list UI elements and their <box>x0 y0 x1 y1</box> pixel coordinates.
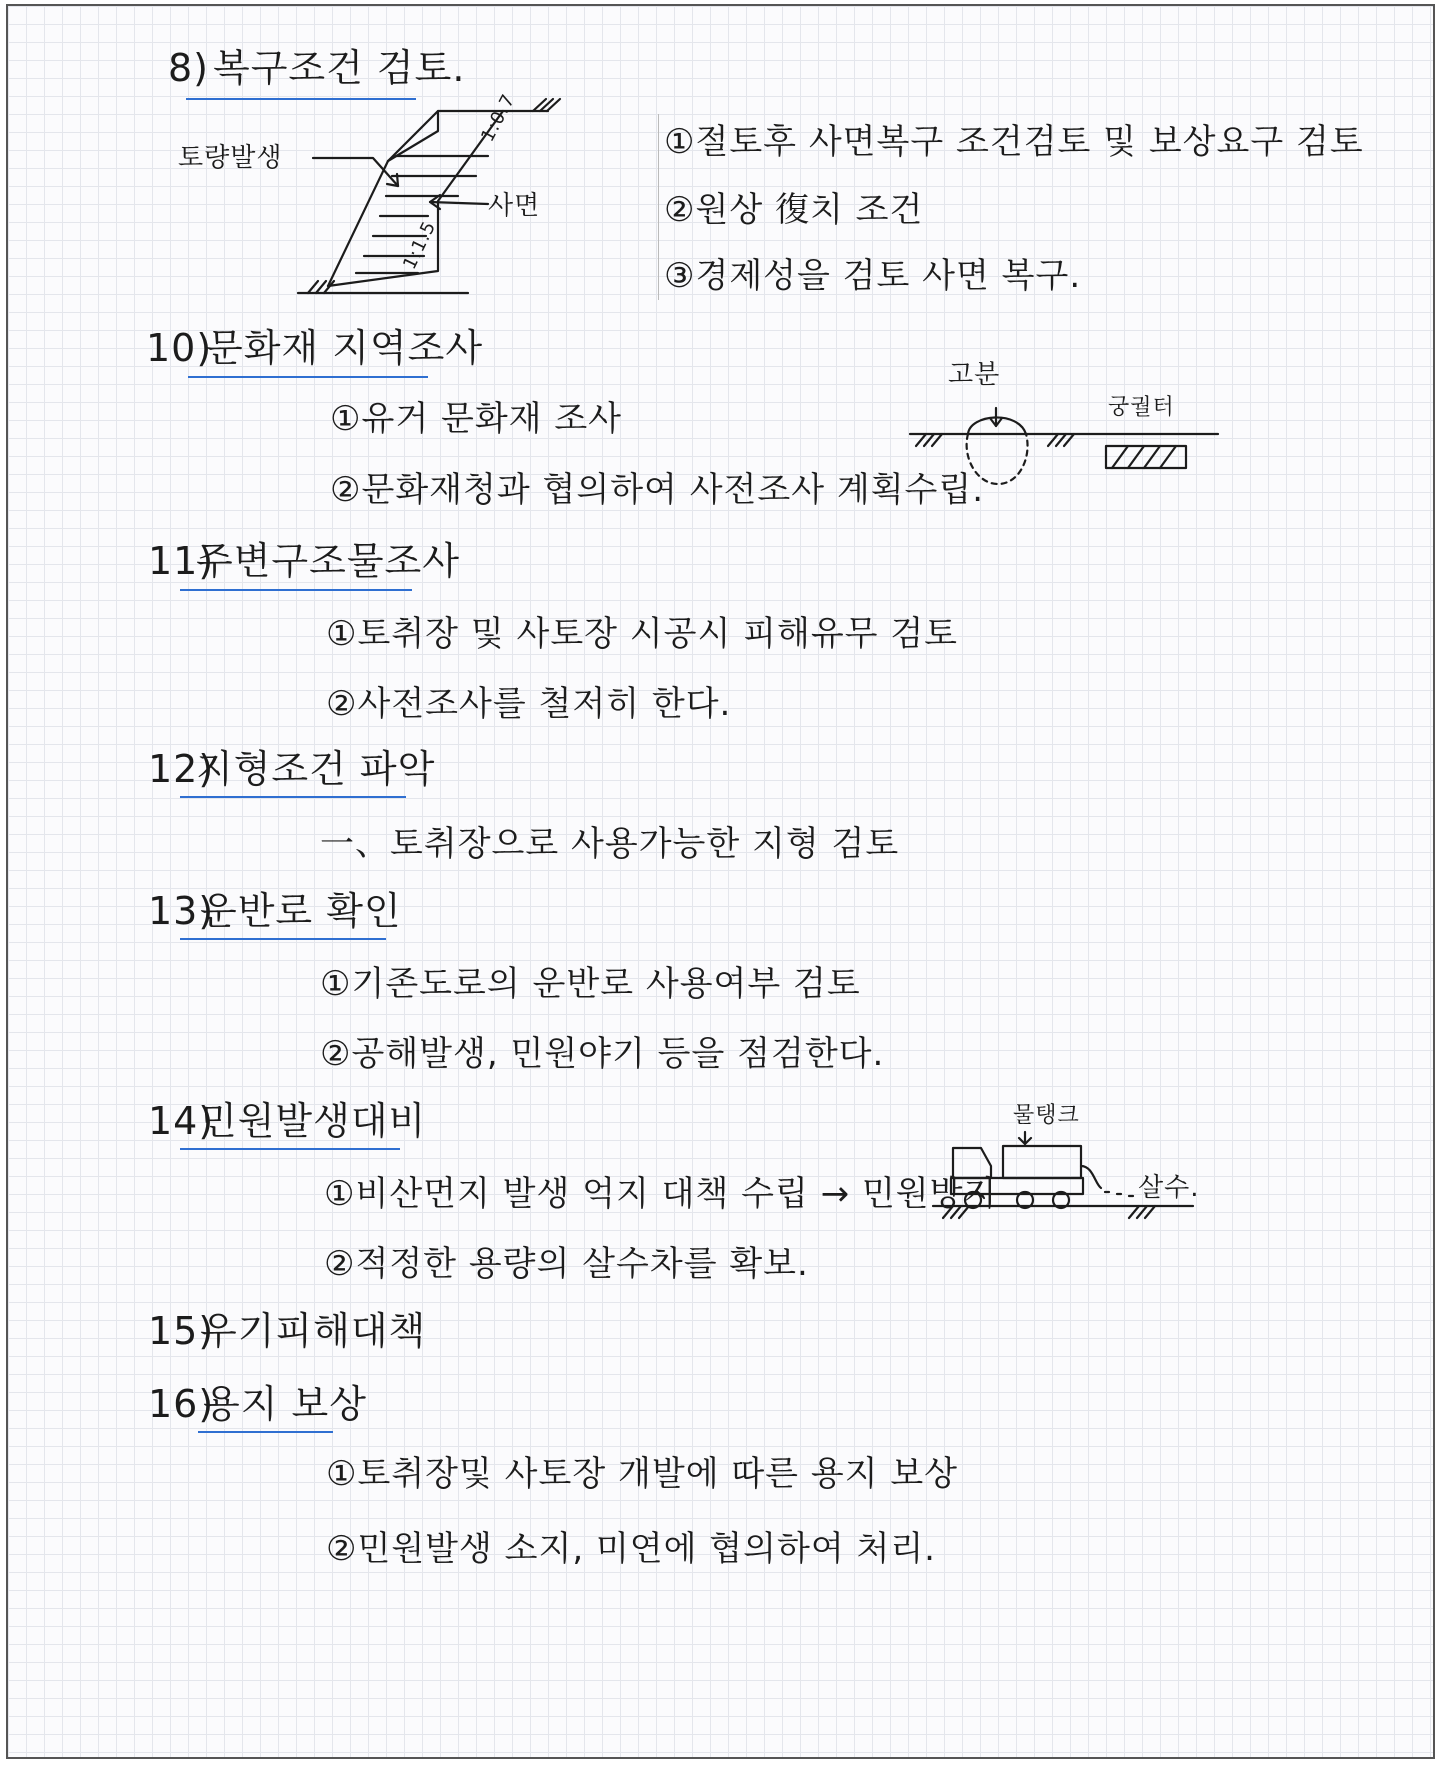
ratio-lower: 1:1.5 <box>399 217 441 273</box>
label-slope: 사면 <box>488 191 541 221</box>
truck-diagram <box>933 1126 1203 1236</box>
label-tank: 물탱크 <box>1013 1103 1080 1128</box>
title-underline <box>180 796 406 798</box>
item-text: ③경제성을 검토 사면 복구. <box>664 256 1082 296</box>
label-wall: 궁궐터 <box>1108 395 1175 420</box>
item-text: ①유거 문화재 조사 <box>330 399 623 439</box>
item-text: ②원상 復치 조건 <box>664 190 924 230</box>
heritage-diagram <box>908 386 1228 496</box>
item-text: ②민원발생 소지, 미연에 협의하여 처리. <box>326 1529 936 1569</box>
item-text: ②사전조사를 철저히 한다. <box>326 684 732 724</box>
item-text: ②공해발생, 민원야기 등을 점검한다. <box>320 1034 885 1074</box>
section-number: 8) <box>168 46 210 90</box>
item-text: ②문화재청과 협의하여 사전조사 계획수립. <box>330 470 985 510</box>
title-underline <box>188 376 428 378</box>
section-number: 12) <box>148 747 215 791</box>
section-title: 주변구조물조사 <box>196 539 460 583</box>
title-underline <box>180 589 412 591</box>
item-text: ①기존도로의 운반로 사용여부 검토 <box>320 964 861 1004</box>
label-soil: 토량발생 <box>178 143 283 173</box>
label-soil-arrow <box>313 154 403 194</box>
item-text: ①토취장 및 사토장 시공시 피해유무 검토 <box>326 614 959 654</box>
label-slope-arrow <box>426 192 491 212</box>
label-mound: 고분 <box>948 360 1001 390</box>
ratio-upper: 1:0.7 <box>477 90 520 146</box>
notebook-page <box>6 4 1435 1759</box>
title-underline <box>186 98 416 100</box>
item-text: ①비산먼지 발생 억지 대책 수립 → 민원방지 <box>324 1174 998 1214</box>
label-spray: 살수. <box>1138 1173 1200 1203</box>
section-number: 15) <box>148 1309 215 1353</box>
section-number: 16) <box>148 1382 215 1426</box>
slope-diagram <box>288 101 618 326</box>
section-title: 복구조건 검토. <box>213 46 466 90</box>
item-text: 一、토취장으로 사용가능한 지형 검토 <box>320 824 900 864</box>
item-text: ①토취장및 사토장 개발에 따른 용지 보상 <box>326 1454 959 1494</box>
title-underline <box>180 1148 400 1150</box>
section-title: 지형조건 파악 <box>196 747 436 791</box>
section-title: 운반로 확인 <box>200 889 402 933</box>
section-number: 10) <box>146 326 213 370</box>
section-title: 민원발생대비 <box>200 1099 427 1143</box>
section-number: 13) <box>148 889 215 933</box>
title-underline <box>180 938 386 940</box>
section-number: 11) <box>148 539 215 583</box>
section-title: 용지 보상 <box>203 1382 367 1426</box>
section-title: 우기피해대책 <box>200 1309 427 1353</box>
title-underline <box>198 1431 333 1433</box>
section-title: 문화재 지역조사 <box>206 326 484 370</box>
item-text: ①절토후 사면복구 조건검토 및 보상요구 검토 <box>664 122 1364 162</box>
section-number: 14) <box>148 1099 215 1143</box>
bracket-line <box>658 114 659 300</box>
item-text: ②적정한 용량의 살수차를 확보. <box>324 1244 809 1284</box>
